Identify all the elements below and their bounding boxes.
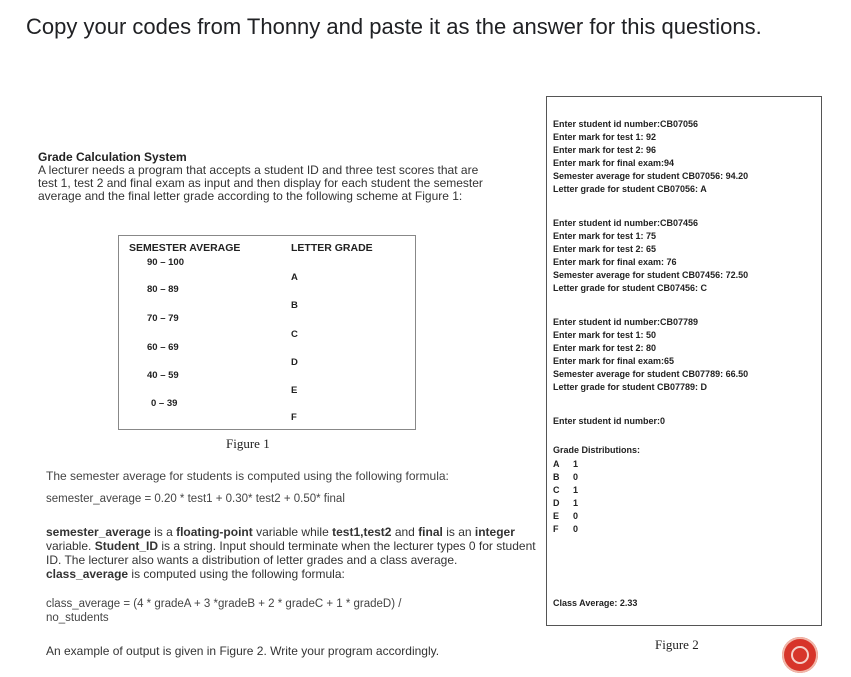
grade-cell: B — [291, 300, 298, 311]
grade-cell: F — [291, 412, 297, 423]
problem-description: A lecturer needs a program that accepts a student ID and three test scores that are test 1, test 2 and final exam as input and then display for each student the semester average and the final letter grade according to the following scheme at Figure 1: — [38, 163, 483, 203]
output-line: Semester average for student CB07456: 72.50 — [553, 270, 749, 280]
output-line: Enter mark for test 2: 96 — [553, 145, 657, 155]
distribution-row — [553, 472, 578, 482]
output-line: Semester average for student CB07056: 94.20 — [553, 171, 749, 181]
text-span: is an — [442, 525, 475, 539]
section-heading: Grade Calculation System — [38, 150, 187, 164]
output-line: Enter student id number:0 — [553, 416, 666, 426]
term-semester-average: semester_average — [46, 525, 151, 539]
distribution-row — [553, 459, 578, 469]
term-float: floating-point — [176, 525, 253, 539]
range-cell: 80 – 89 — [147, 284, 179, 295]
distribution-grade: D — [553, 498, 560, 508]
class-average-formula: class_average = (4 * gradeA + 3 *gradeB + 2 * gradeC + 1 * gradeD) / — [46, 598, 402, 610]
sample-output-box — [546, 96, 822, 626]
output-line: Letter grade for student CB07789: D — [553, 382, 708, 392]
distribution-count: 0 — [573, 472, 579, 482]
distribution-grade: C — [553, 485, 560, 495]
figure-1-caption: Figure 1 — [226, 436, 270, 451]
distribution-count: 0 — [573, 511, 579, 521]
range-cell: 90 – 100 — [147, 257, 184, 268]
output-line: Semester average for student CB07789: 66.50 — [553, 369, 749, 379]
output-line: Enter student id number:CB07456 — [553, 218, 699, 228]
grade-cell: E — [291, 385, 298, 396]
text-span: variable. — [46, 539, 95, 553]
text-span: is a — [150, 525, 177, 539]
output-line: Enter mark for final exam:94 — [553, 158, 675, 168]
grade-cell: D — [291, 357, 298, 368]
grade-cell: C — [291, 329, 298, 340]
distribution-count: 0 — [573, 524, 579, 534]
example-instruction: An example of output is given in Figure 2. Write your program accordingly. — [46, 644, 440, 658]
text-span: is a string. Input should terminate when the lecturer types 0 for student ID. The lecturer also wants a distribution of letter grades and a class average. — [46, 539, 536, 567]
output-line: Enter mark for test 2: 80 — [553, 343, 657, 353]
text-span: is computed using the following formula: — [128, 567, 345, 581]
text-span: variable while — [252, 525, 333, 539]
table-header-grade: LETTER GRADE — [291, 242, 373, 254]
distribution-count: 1 — [573, 498, 579, 508]
output-line: Enter mark for test 1: 92 — [553, 132, 657, 142]
class-average-output: Class Average: 2.33 — [553, 598, 638, 608]
distribution-row — [553, 485, 578, 495]
range-cell: 0 – 39 — [151, 398, 178, 409]
range-cell: 70 – 79 — [147, 313, 179, 324]
output-line: Enter mark for test 1: 50 — [553, 330, 657, 340]
term-integer: integer — [474, 525, 515, 539]
question-title: Copy your codes from Thonny and paste it as the answer for this questions. — [26, 14, 762, 39]
distribution-row — [553, 511, 578, 521]
distribution-row — [553, 524, 578, 534]
distribution-row — [553, 498, 578, 508]
output-line: Enter student id number:CB07056 — [553, 119, 699, 129]
distribution-grade: E — [553, 511, 560, 521]
output-line: Letter grade for student CB07056: A — [553, 184, 707, 194]
term-final: final — [418, 525, 443, 539]
text-span: and — [391, 525, 419, 539]
output-line: Letter grade for student CB07456: C — [553, 283, 708, 293]
distribution-count: 1 — [573, 485, 579, 495]
distribution-grade: B — [553, 472, 560, 482]
record-icon[interactable] — [782, 637, 818, 673]
table-header-average: SEMESTER AVERAGE — [129, 242, 241, 254]
output-line: Enter mark for final exam: 76 — [553, 257, 677, 267]
grade-scheme-table — [118, 235, 416, 430]
term-class-average: class_average — [46, 567, 129, 581]
term-tests: test1,test2 — [332, 525, 392, 539]
output-line: Enter student id number:CB07789 — [553, 317, 699, 327]
range-cell: 60 – 69 — [147, 342, 179, 353]
output-line: Grade Distributions: — [553, 445, 641, 455]
semester-formula: semester_average = 0.20 * test1 + 0.30* test2 + 0.50* final — [46, 493, 345, 505]
output-line: Enter mark for test 1: 75 — [553, 231, 657, 241]
output-line: Enter mark for test 2: 65 — [553, 244, 657, 254]
distribution-grade: F — [553, 524, 559, 534]
distribution-count: 1 — [573, 459, 579, 469]
distribution-grade: A — [553, 459, 560, 469]
class-average-formula-denominator: no_students — [46, 612, 109, 624]
output-line: Enter mark for final exam:65 — [553, 356, 675, 366]
formula-intro: The semester average for students is computed using the following formula: — [46, 469, 449, 483]
variable-types-paragraph — [46, 525, 536, 581]
figure-2-caption: Figure 2 — [655, 637, 699, 652]
grade-cell: A — [291, 272, 298, 283]
range-cell: 40 – 59 — [147, 370, 179, 381]
term-student-id: Student_ID — [94, 539, 159, 553]
